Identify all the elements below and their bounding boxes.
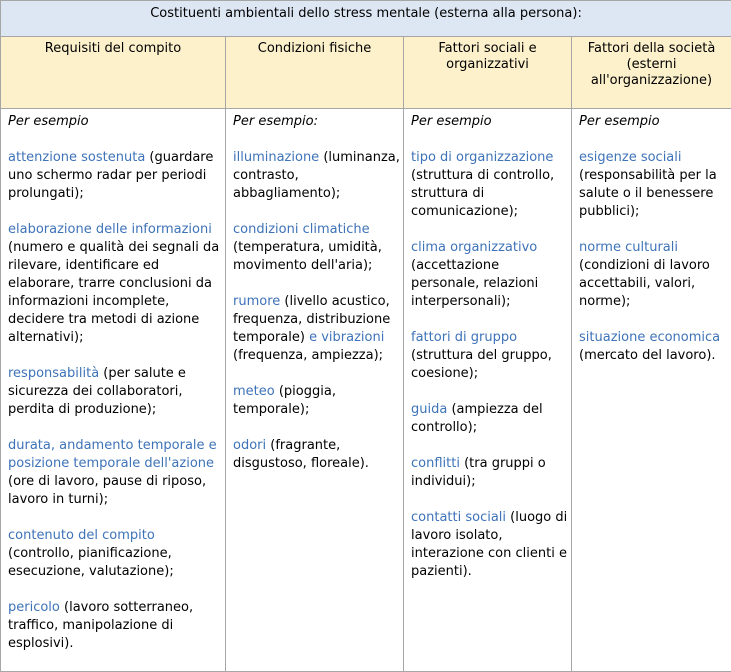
list-item [8,527,223,581]
list-item [8,599,223,653]
item-keyword: pericolo [8,600,60,615]
list-item [233,383,401,419]
item-description: (mercato del lavoro). [579,348,716,363]
example-label: Per esempio [8,113,223,131]
column-header-physical-conditions: Condizioni fisiche [226,37,404,109]
item-keyword: elaborazione delle informazioni [8,222,212,237]
item-keyword: rumore [233,294,280,309]
item-description: (controllo, pianificazione, esecuzione, valutazione); [8,546,174,579]
list-item [411,455,569,491]
item-keyword: contatti sociali [411,510,506,525]
item-keyword: contenuto del compito [8,528,155,543]
list-item [8,437,223,509]
list-item [579,239,729,311]
item-description: (responsabilità per la salute o il benessere pubblici); [579,168,717,219]
item-keyword: odori [233,438,266,453]
item-keyword: conflitti [411,456,460,471]
column-header-social-organizational: Fattori sociali e organizzativi [404,37,572,109]
column-social-organizational [404,109,572,672]
item-keyword: guida [411,402,447,417]
item-description: (luminanza, contrasto, abbagliamento); [233,150,400,201]
list-item [579,149,729,221]
item-description: (lavoro sotterraneo, traffico, manipolazione di esplosivi). [8,600,193,651]
header-row [1,37,731,109]
item-description: (frequenza, ampiezza); [233,348,383,363]
item-keyword: situazione economica [579,330,720,345]
item-description: (pioggia, temporale); [233,384,336,417]
item-description: (per salute e sicurezza dei collaboratori, perdita di produzione); [8,366,186,417]
column-task-requirements [1,109,226,672]
list-item [411,401,569,437]
item-keyword: responsabilità [8,366,99,381]
list-item [411,149,569,221]
item-description: (fragrante, disgustoso, floreale). [233,438,369,471]
list-item [8,365,223,419]
item-keyword: fattori di gruppo [411,330,517,345]
item-keyword: condizioni climatiche [233,222,370,237]
body-row [1,109,731,672]
item-keyword: illuminazione [233,150,319,165]
item-description: (livello acustico, frequenza, distribuzione temporale) [233,294,390,345]
item-description: (condizioni di lavoro accettabili, valori, norme); [579,258,710,309]
item-keyword: clima organizzativo [411,240,537,255]
list-item [411,509,569,581]
example-label: Per esempio [411,113,569,131]
list-item [411,239,569,311]
list-item [233,437,401,473]
item-keyword: esigenze sociali [579,150,682,165]
item-description: (struttura di controllo, struttura di comunicazione); [411,168,554,219]
item-description: (ore di lavoro, pause di riposo, lavoro in turni); [8,474,206,507]
column-physical-conditions [226,109,404,672]
item-keyword: e vibrazioni [305,330,384,345]
list-item [579,329,729,365]
list-item [233,293,401,365]
item-description: (temperatura, umidità, movimento dell'aria); [233,240,382,273]
example-label: Per esempio: [233,113,401,131]
column-header-societal-factors: Fattori della società (esterni all'organizzazione) [572,37,731,109]
example-label: Per esempio [579,113,729,131]
list-item [233,221,401,275]
table-title: Costituenti ambientali dello stress mentale (esterna alla persona): [1,1,731,37]
list-item [8,221,223,347]
item-keyword: norme culturali [579,240,678,255]
item-keyword: meteo [233,384,275,399]
column-header-task-requirements: Requisiti del compito [1,37,226,109]
list-item [233,149,401,203]
item-description: (numero e qualità dei segnali da rilevare, identificare ed elaborare, trarre conclusioni da informazioni incomplete, decidere tra metodi di azione alternativi); [8,240,219,345]
item-description: (accettazione personale, relazioni interpersonali); [411,258,538,309]
item-description: (struttura del gruppo, coesione); [411,348,552,381]
item-keyword: attenzione sostenuta [8,150,145,165]
item-description: (ampiezza del controllo); [411,402,543,435]
item-keyword: durata, andamento temporale e posizione temporale dell'azione [8,438,217,471]
column-societal-factors [572,109,731,672]
item-keyword: tipo di organizzazione [411,150,553,165]
list-item [8,149,223,203]
item-description: (guardare uno schermo radar per periodi prolungati); [8,150,213,201]
list-item [411,329,569,383]
item-description: (luogo di lavoro isolato, interazione con clienti e pazienti). [411,510,567,579]
item-description: (tra gruppi o individui); [411,456,546,489]
